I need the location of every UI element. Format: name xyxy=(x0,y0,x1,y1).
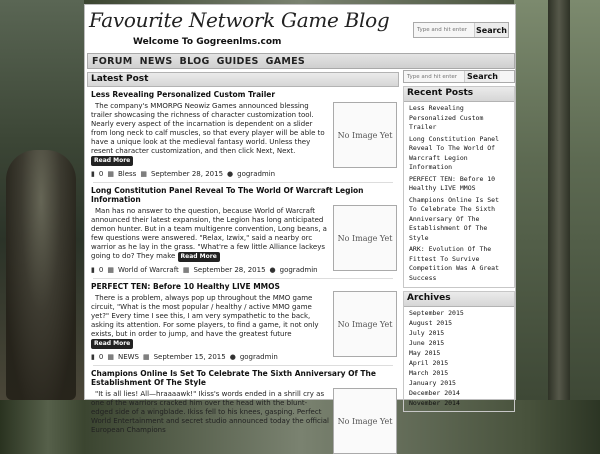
archive-link[interactable]: August 2015 xyxy=(409,319,453,327)
archive-link[interactable]: January 2015 xyxy=(409,379,456,387)
post-date: September 28, 2015 xyxy=(193,266,266,274)
post-title[interactable]: Long Constitution Panel Reveal To The World Of Warcraft Legion Information xyxy=(91,186,364,204)
archive-link[interactable]: December 2014 xyxy=(409,389,460,397)
comment-icon: ▮ xyxy=(91,353,95,361)
folder-icon: ▦ xyxy=(107,266,114,274)
nav-item-guides[interactable]: GUIDES xyxy=(216,55,259,67)
recent-posts-list xyxy=(404,102,514,287)
post-excerpt xyxy=(91,207,329,262)
header-search xyxy=(413,22,509,38)
post-title[interactable]: PERFECT TEN: Before 10 Healthy LIVE MMOS xyxy=(91,282,280,291)
archive-link[interactable]: March 2015 xyxy=(409,369,449,377)
post-meta xyxy=(91,169,395,179)
post-thumbnail[interactable]: No Image Yet xyxy=(333,205,397,271)
archive-link[interactable]: July 2015 xyxy=(409,329,445,337)
comment-count[interactable]: 0 xyxy=(98,353,104,361)
folder-icon: ▦ xyxy=(107,353,114,361)
post-title[interactable]: Champions Online Is Set To Celebrate The Sixth Anniversary Of The Establishment Of The Style xyxy=(91,369,376,387)
read-more-button[interactable]: Read More xyxy=(91,339,133,349)
user-icon: ● xyxy=(229,353,236,361)
post-category[interactable]: NEWS xyxy=(117,353,139,361)
main-content xyxy=(87,72,399,434)
recent-post-link[interactable]: ARK: Evolution Of The Fittest To Survive Competition Was A Great Success xyxy=(409,245,500,282)
post-thumbnail[interactable]: No Image Yet xyxy=(333,291,397,357)
user-icon: ● xyxy=(227,170,234,178)
archives-title: Archives xyxy=(404,292,514,307)
post-category[interactable]: Bless xyxy=(117,170,137,178)
post-item xyxy=(87,366,399,435)
archive-link[interactable]: April 2015 xyxy=(409,359,449,367)
background-right-art xyxy=(514,0,600,400)
recent-post-link[interactable]: Champions Online Is Set To Celebrate The Sixth Anniversary Of The Establishment Of The Style xyxy=(409,195,500,242)
main-nav xyxy=(87,53,515,69)
post-excerpt xyxy=(91,102,329,166)
post-excerpt-text: Man has no answer to the question, because World of Warcraft announced their latest expansion, the Legion has long anticipated demon hunter. But in a team multigenre convention, Long beans, a few questions were answered. "Relax, Izwix," said a nearby orc warrior as he lay in the grass. "What're a few little Alliance lackeys going to do? They make xyxy=(91,207,327,260)
post-category[interactable]: World of Warcraft xyxy=(117,266,179,274)
latest-post-title: Latest Post xyxy=(87,72,399,87)
post-title[interactable]: Less Revealing Personalized Custom Trailer xyxy=(91,90,276,99)
sidebar-search-input[interactable] xyxy=(404,71,464,82)
site-tagline: Welcome To Gogreenlms.com xyxy=(133,37,282,47)
calendar-icon: ▦ xyxy=(142,353,150,361)
post-excerpt-text: The company's MMORPG Neowiz Games announced blessing trailer showcasing the richness of character customization tool. Nearly every aspect of the incarnation is dependent on a slider from long neck to calf muscles, so that every player will be able to have a unique look at the medieval fantasy world. Unless they resent character customization, and then click Next, Next. xyxy=(91,102,325,155)
recent-posts-widget xyxy=(403,86,515,288)
post-author[interactable]: gogradmin xyxy=(237,170,276,178)
tree-trunk-image xyxy=(548,0,570,400)
post-thumbnail[interactable]: No Image Yet xyxy=(333,388,397,454)
nav-item-games[interactable]: GAMES xyxy=(265,55,306,67)
post-thumbnail[interactable]: No Image Yet xyxy=(333,102,397,168)
recent-post-link[interactable]: Less Revealing Personalized Custom Trailer xyxy=(409,104,484,131)
read-more-button[interactable]: Read More xyxy=(91,156,133,166)
page-container xyxy=(84,4,516,434)
recent-posts-title: Recent Posts xyxy=(404,87,514,102)
post-author[interactable]: gogradmin xyxy=(239,353,278,361)
user-icon: ● xyxy=(269,266,276,274)
post-excerpt xyxy=(91,294,329,349)
nav-item-blog[interactable]: BLOG xyxy=(179,55,210,67)
comment-count[interactable]: 0 xyxy=(98,266,104,274)
header-search-button[interactable]: Search xyxy=(474,23,508,37)
recent-post-link[interactable]: PERFECT TEN: Before 10 Healthy LIVE MMOS xyxy=(409,174,496,192)
post-item xyxy=(87,279,399,366)
sidebar-search-button[interactable]: Search xyxy=(464,71,500,82)
nav-item-forum[interactable]: FORUM xyxy=(92,55,133,67)
archive-link[interactable]: November 2014 xyxy=(409,399,460,407)
archive-link[interactable]: June 2015 xyxy=(409,339,445,347)
archive-link[interactable]: May 2015 xyxy=(409,349,441,357)
read-more-button[interactable]: Read More xyxy=(178,252,220,262)
sidebar-search xyxy=(403,70,515,83)
calendar-icon: ▦ xyxy=(182,266,190,274)
post-date: September 15, 2015 xyxy=(153,353,226,361)
post-author[interactable]: gogradmin xyxy=(279,266,318,274)
armored-warrior-image xyxy=(6,150,76,400)
nav-item-news[interactable]: NEWS xyxy=(139,55,173,67)
site-logo[interactable]: Favourite Network Game Blog xyxy=(89,8,390,32)
calendar-icon: ▦ xyxy=(140,170,147,178)
post-date: September 28, 2015 xyxy=(150,170,224,178)
archive-link[interactable]: September 2015 xyxy=(409,309,464,317)
recent-post-link[interactable]: Long Constitution Panel Reveal To The World Of Warcraft Legion Information xyxy=(409,134,500,171)
header-search-input[interactable] xyxy=(414,23,474,37)
post-item xyxy=(87,87,399,183)
background-left-art xyxy=(0,0,84,400)
archives-widget xyxy=(403,291,515,412)
sidebar xyxy=(403,68,515,407)
comment-count[interactable]: 0 xyxy=(98,170,104,178)
archives-list xyxy=(404,307,514,411)
post-item xyxy=(87,183,399,279)
site-header xyxy=(85,5,515,51)
comment-icon: ▮ xyxy=(91,170,95,178)
post-excerpt-text: There is a problem, always pop up throughout the MMO game circuit, "What is the most popular / healthy / active MMO game yet?" Every time I see this, I am very sympathetic to the back, asking its attention. For some players, to find a game, it not only exists, but in order to jump, and have the greatest future xyxy=(91,294,319,338)
folder-icon: ▦ xyxy=(107,170,114,178)
comment-icon: ▮ xyxy=(91,266,95,274)
post-excerpt: "It is all lies! All—hraaaawk!" Ikiss's words ended in a shrill cry as one of the warriors cracked him over the head with the blunt-edged side of a wingblade. Ikiss fell to his knees, gasping. Perfect World Entertainment and secret studio announced today the official European Champions xyxy=(91,390,330,434)
